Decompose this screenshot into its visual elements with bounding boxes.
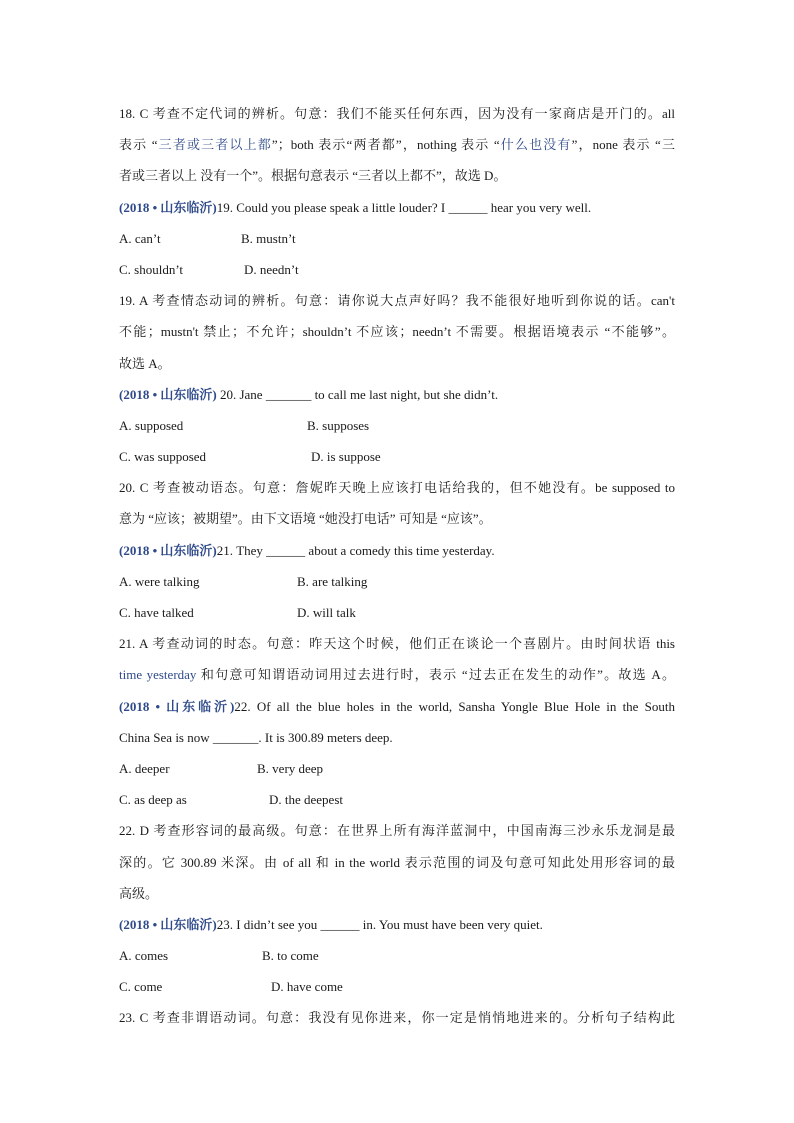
text-line bbox=[119, 129, 675, 160]
answer-option: C. was supposed bbox=[119, 449, 207, 465]
text-line bbox=[119, 722, 675, 753]
answer-option: B. very deep bbox=[257, 760, 324, 776]
answer-option: D. the deepest bbox=[269, 792, 344, 808]
highlighted-text: time yesterday bbox=[119, 667, 197, 683]
text-segment: ”，none 表示 “三 bbox=[571, 137, 675, 153]
answer-option: A. deeper bbox=[119, 760, 170, 776]
answer-option: B. to come bbox=[262, 948, 319, 964]
option-line bbox=[119, 753, 675, 784]
text-line bbox=[119, 691, 675, 722]
answer-option: D. is suppose bbox=[311, 449, 381, 465]
text-line bbox=[119, 909, 675, 940]
text-segment: 高级。 bbox=[119, 885, 159, 901]
text-line bbox=[119, 847, 675, 878]
text-segment: 23. C 考查非谓语动词。句意：我没有见你进来，你一定是悄悄地进来的。分析句子结构此 bbox=[119, 1010, 675, 1026]
text-segment: 21. They ______ about a comedy this time yesterday. bbox=[216, 542, 495, 558]
text-line bbox=[119, 659, 675, 690]
text-line bbox=[119, 316, 675, 347]
document-page bbox=[119, 98, 675, 1034]
option-line bbox=[119, 410, 675, 441]
question-source: (2018 • 山东临沂) bbox=[119, 916, 217, 932]
text-segment: 表示 “ bbox=[119, 137, 158, 153]
text-segment: 故选 A。 bbox=[119, 355, 171, 371]
text-line bbox=[119, 1002, 675, 1033]
text-line bbox=[119, 160, 675, 191]
answer-option: B. supposes bbox=[307, 417, 370, 433]
option-line bbox=[119, 971, 675, 1002]
text-segment: 20. C 考查被动语态。句意：詹妮昨天晚上应该打电话给我的，但不她没有。be supposed to bbox=[119, 480, 675, 496]
option-line bbox=[119, 223, 675, 254]
option-line bbox=[119, 784, 675, 815]
text-line bbox=[119, 379, 675, 410]
text-segment: 22. Of all the blue holes in the world, Sansha Yongle Blue Hole in the South bbox=[234, 698, 675, 714]
answer-option: C. come bbox=[119, 979, 163, 995]
option-line bbox=[119, 597, 675, 628]
answer-option: A. were talking bbox=[119, 573, 200, 589]
answer-option: D. needn’t bbox=[244, 261, 299, 277]
text-segment: 和句意可知谓语动词用过去进行时，表示 “过去正在发生的动作”。故选 A。 bbox=[196, 667, 675, 683]
option-line bbox=[119, 566, 675, 597]
text-segment: ”；both 表示“两者都”，nothing 表示 “ bbox=[271, 137, 500, 153]
highlighted-text: 三者或三者以上都 bbox=[157, 137, 272, 153]
answer-option: A. comes bbox=[119, 948, 169, 964]
text-line bbox=[119, 878, 675, 909]
highlighted-text: 什么也没有 bbox=[499, 137, 572, 153]
answer-option: C. as deep as bbox=[119, 792, 187, 808]
question-source: (2018 • 山东临沂) bbox=[119, 386, 217, 402]
answer-option: A. supposed bbox=[119, 417, 184, 433]
text-line bbox=[119, 535, 675, 566]
text-segment: 23. I didn’t see you ______ in. You must have been very quiet. bbox=[216, 916, 543, 932]
option-line bbox=[119, 441, 675, 472]
answer-option: B. are talking bbox=[297, 573, 368, 589]
text-line bbox=[119, 472, 675, 503]
question-source: (2018 • 山东临沂) bbox=[119, 698, 235, 714]
answer-option: C. shouldn’t bbox=[119, 261, 184, 277]
question-source: (2018 • 山东临沂) bbox=[119, 199, 217, 215]
text-segment: 不能；mustn't 禁止；不允许；shouldn’t 不应该；needn’t 不需要。根据语境表示 “不能够”。 bbox=[119, 324, 675, 340]
answer-option: D. have come bbox=[271, 979, 343, 995]
text-segment: 19. Could you please speak a little louder? I ______ hear you very well. bbox=[216, 199, 592, 215]
answer-option: A. can’t bbox=[119, 230, 161, 246]
text-segment: 22. D 考查形容词的最高级。句意：在世界上所有海洋蓝洞中，中国南海三沙永乐龙洞是最 bbox=[119, 823, 675, 839]
option-line bbox=[119, 254, 675, 285]
option-line bbox=[119, 940, 675, 971]
text-segment: 19. A 考查情态动词的辨析。句意：请你说大点声好吗？我不能很好地听到你说的话。can't bbox=[119, 293, 675, 309]
text-line bbox=[119, 98, 675, 129]
text-line bbox=[119, 348, 675, 379]
text-segment: China Sea is now _______. It is 300.89 meters deep. bbox=[119, 729, 393, 745]
answer-option: D. will talk bbox=[297, 605, 356, 620]
text-line bbox=[119, 192, 675, 223]
text-segment: 深的。它 300.89 米深。由 of all 和 in the world 表示范围的词及句意可知此处用形容词的最 bbox=[119, 854, 675, 870]
answer-option: C. have talked bbox=[119, 605, 194, 620]
text-line bbox=[119, 503, 675, 534]
question-source: (2018 • 山东临沂) bbox=[119, 542, 217, 558]
text-segment: 者或三者以上 没有一个”。根据句意表示 “三者以上都不”，故选 D。 bbox=[119, 168, 507, 184]
text-line bbox=[119, 628, 675, 659]
text-segment: 21. A 考查动词的时态。句意：昨天这个时候，他们正在谈论一个喜剧片。由时间状语 this bbox=[119, 636, 675, 652]
text-line bbox=[119, 285, 675, 316]
answer-option: B. mustn’t bbox=[241, 230, 296, 246]
text-segment: 意为 “应该；被期望”。由下文语境 “她没打电话” 可知是 “应该”。 bbox=[119, 511, 492, 527]
text-segment: 20. Jane _______ to call me last night, but she didn’t. bbox=[216, 386, 499, 402]
text-line bbox=[119, 815, 675, 846]
text-segment: 18. C 考查不定代词的辨析。句意：我们不能买任何东西，因为没有一家商店是开门的。all bbox=[119, 106, 675, 121]
